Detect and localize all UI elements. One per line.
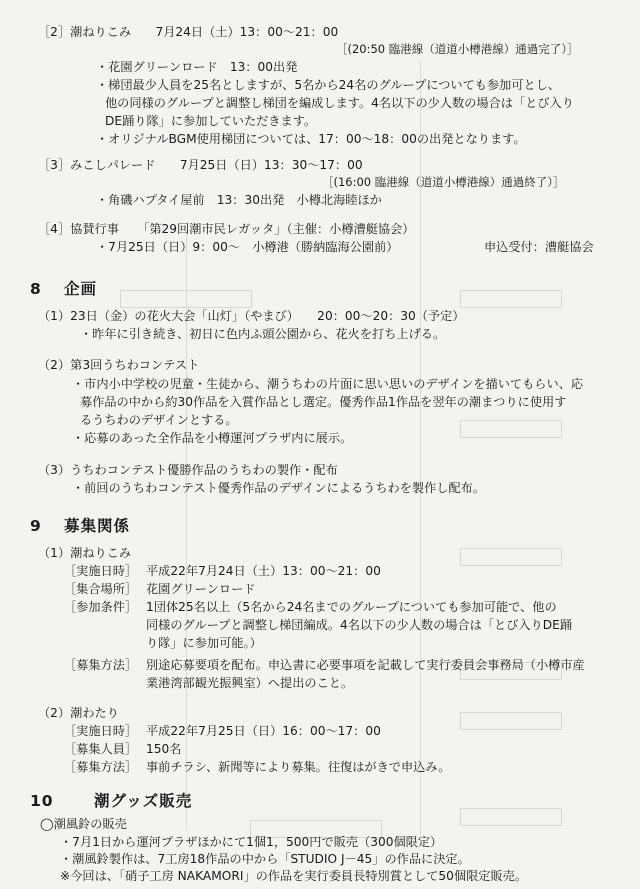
recruit-1-row-date (64, 564, 381, 579)
item-7-2-note: ［(20:50 臨港線（道道小樽港線）通過完了）］ (336, 42, 579, 56)
item-7-2-line-5: ・オリジナルBGM使用梯団については、17：00〜18：00の出発となります。 (96, 132, 526, 146)
row-value: 事前チラシ、新聞等により募集。往復はがきで申込み。 (146, 760, 451, 774)
item-8-3-line: ・前回のうちわコンテスト優秀作品のデザインによるうちわを製作し配布。 (72, 481, 486, 495)
recruit-2-row-count (64, 742, 181, 757)
section-8-heading (30, 282, 97, 297)
item-8-2-line-1: ・市内小中学校の児童・生徒から、潮うちわの片面に思い思いのデザインを描いてもらい、応 (72, 377, 584, 391)
item-7-2-line-3: 他の同様のグループと調整し梯団を編成します。4名以下の少人数の場合は「とび入り (105, 96, 574, 110)
section-10-heading (30, 794, 192, 809)
item-7-2-line-1: ・花園グリーンロード 13：00出発 (96, 60, 298, 74)
row-value: 別途応募要項を配布。申込書に必要事項を記載して実行委員会事務局（小樽市産 (146, 658, 585, 672)
item-8-2-heading: （2）第3回うちわコンテスト (38, 358, 200, 372)
section-10-title: 潮グッズ販売 (94, 792, 193, 810)
recruit-1-conditions-line-2: 同様のグループと調整し梯団編成。4名以下の少人数の場合は「とび入りDE踊 (146, 618, 573, 632)
recruit-2-row-method (64, 760, 450, 775)
item-9-1-heading: （1）潮ねりこみ (38, 546, 132, 560)
section-9-number: 9 (30, 517, 42, 535)
item-8-1-heading: （1）23日（金）の花火大会「山灯」（やまび） 20：00〜20：30（予定） (38, 309, 465, 323)
item-9-2-heading: （2）潮わたり (38, 706, 119, 720)
item-7-2-line-4: DE踊り隊」に参加していただきます。 (105, 114, 317, 128)
item-8-1-line: ・昨年に引き続き、初日に色内ふ頭公園から、花火を打ち上げる。 (80, 327, 446, 341)
item-7-2-heading: ［2］潮ねりこみ 7月24日（土）13：00〜21：00 (38, 25, 339, 39)
item-8-3-heading: （3）うちわコンテスト優勝作品のうちわの製作・配布 (38, 463, 338, 477)
row-label: ［募集方法］ (64, 658, 138, 672)
item-7-4-heading: ［4］協賛行事 「第29回潮市民レガッタ」（主催：小樽漕艇協会） (38, 222, 415, 236)
item-7-4-contact: 申込受付：漕艇協会 (484, 240, 594, 254)
row-value: 平成22年7月25日（日）16：00〜17：00 (146, 724, 381, 738)
recruit-1-method-line-2: 業港湾部観光振興室）へ提出のこと。 (146, 676, 354, 690)
goods-subheading: ◯潮風鈴の販売 (40, 817, 127, 831)
row-label: ［実施日時］ (64, 724, 138, 738)
item-7-3-line: ・角磯ハプタイ屋前 13：30出発 小樽北海睦ほか (96, 193, 382, 207)
section-9-title: 募集関係 (64, 517, 131, 535)
row-value: 1団体25名以上（5名から24名までのグループについても参加可能で、他の (146, 600, 557, 614)
item-7-3-heading: ［3］みこしパレード 7月25日（日）13：30〜17：00 (38, 158, 363, 172)
item-8-2-line-2: 募作品の中から約30作品を入賞作品とし選定。優秀作品1作品を翌年の潮まつりに使用す (80, 395, 567, 409)
row-label: ［参加条件］ (64, 600, 138, 614)
recruit-1-conditions-line-3: り隊」に参加可能。） (146, 636, 262, 650)
recruit-1-row-conditions (64, 600, 557, 615)
item-7-3-note: ［(16:00 臨港線（道道小樽港線）通過終了）］ (322, 175, 565, 189)
row-label: ［募集人員］ (64, 742, 138, 756)
section-8-title: 企画 (64, 280, 98, 298)
section-9-heading (30, 519, 130, 534)
recruit-2-row-date (64, 724, 381, 739)
item-7-4-line: ・7月25日（日）9：00〜 小樽港（勝納臨海公園前） (96, 240, 399, 254)
recruit-1-row-method (64, 658, 585, 673)
row-value: 150名 (146, 742, 182, 756)
row-label: ［集合場所］ (64, 582, 138, 596)
item-8-2-line-3: るうちわのデザインとする。 (80, 413, 238, 427)
goods-line-3: ※今回は、「硝子工房 NAKAMORI」の作品を実行委員長特別賞として50個限定販売。 (60, 869, 528, 883)
section-8-number: 8 (30, 280, 42, 298)
goods-line-1: ・7月1日から運河プラザほかにて1個1，500円で販売（300個限定） (60, 835, 443, 849)
row-label: ［実施日時］ (64, 564, 138, 578)
item-8-2-line-4: ・応募のあった全作品を小樽運河プラザ内に展示。 (72, 431, 353, 445)
section-10-number: 10 (30, 792, 54, 810)
item-7-2-line-2: ・梯団最少人員を25名としますが、5名から24名のグループについても参加可とし、 (96, 78, 561, 92)
row-value: 平成22年7月24日（土）13：00〜21：00 (146, 564, 381, 578)
goods-line-2: ・潮風鈴製作は、7工房18作品の中から「STUDIO J－45」の作品に決定。 (60, 852, 470, 866)
recruit-1-row-place (64, 582, 255, 597)
row-label: ［募集方法］ (64, 760, 138, 774)
row-value: 花園グリーンロード (146, 582, 256, 596)
